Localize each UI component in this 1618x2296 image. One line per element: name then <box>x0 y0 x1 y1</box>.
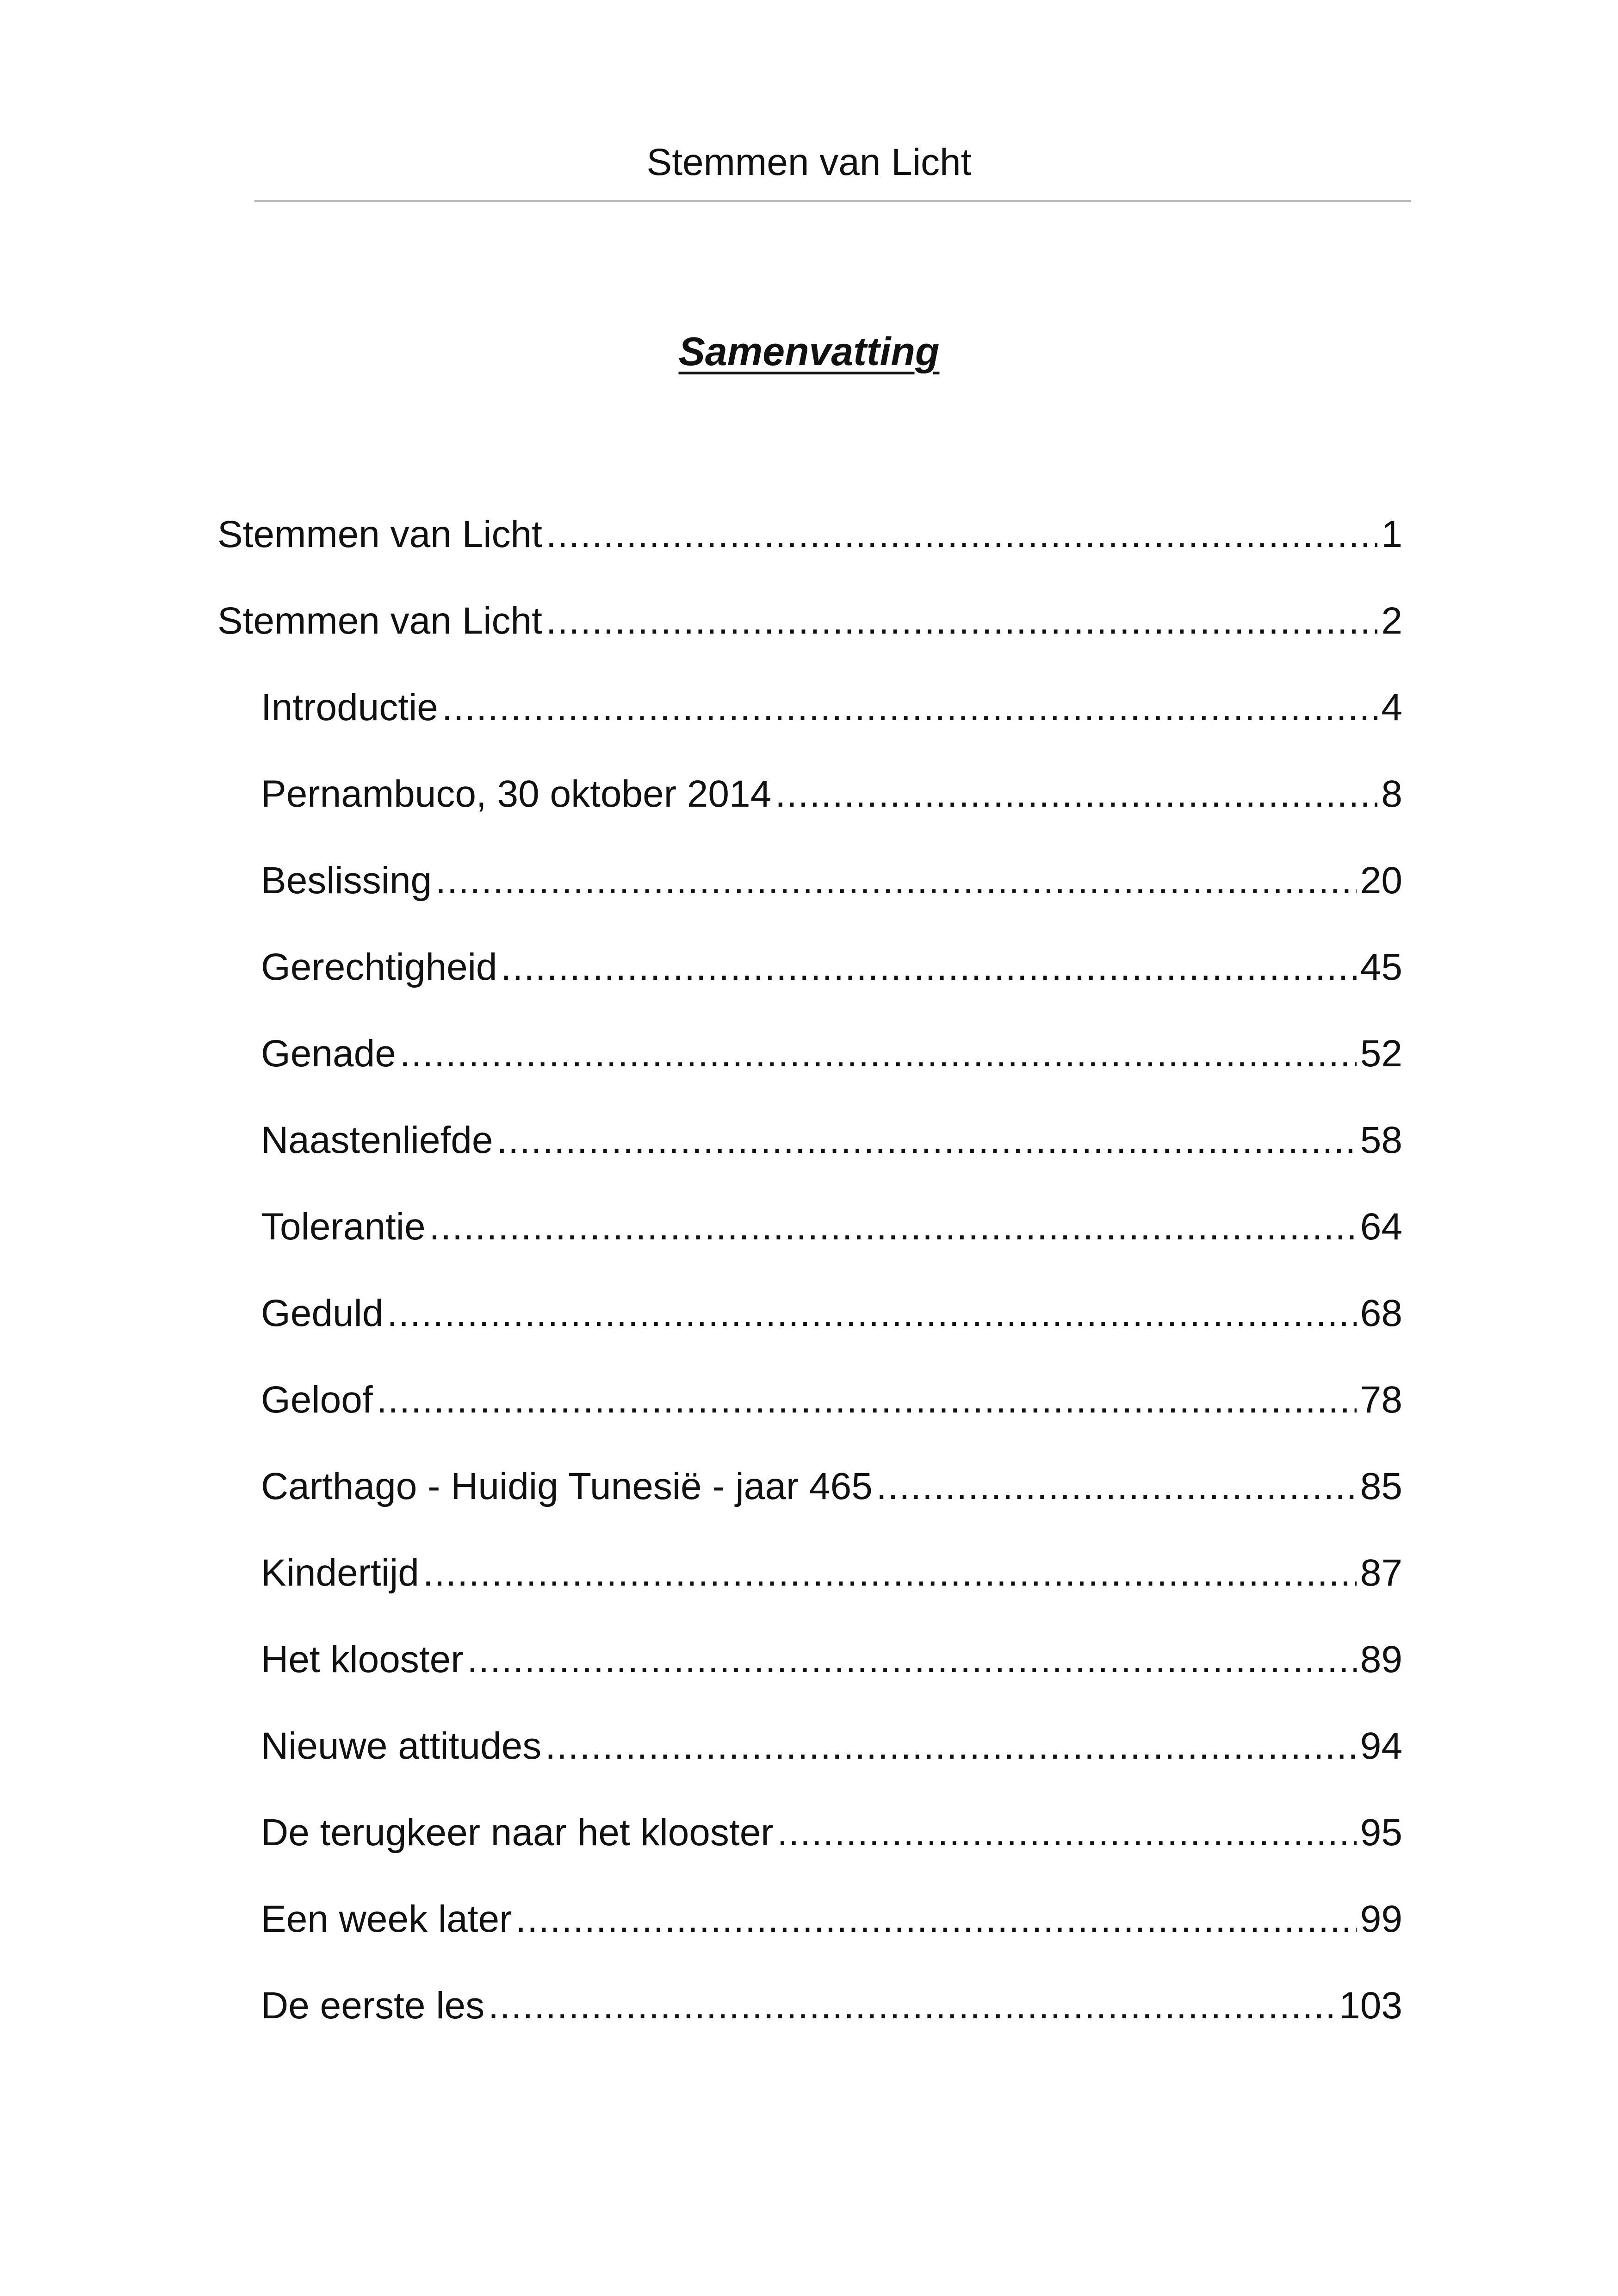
running-header: Stemmen van Licht <box>646 141 972 183</box>
toc-entry-page-number: 20 <box>1360 859 1402 902</box>
toc-dot-leader <box>442 680 1377 735</box>
toc-entry[interactable] <box>261 1026 1402 1082</box>
toc-entry-label: Carthago - Huidig Tunesië - jaar 465 <box>261 1465 873 1507</box>
toc-entry[interactable] <box>261 1718 1402 1774</box>
toc-entry[interactable] <box>261 1545 1402 1601</box>
toc-entry[interactable] <box>261 1632 1402 1687</box>
toc-entry-page-number: 58 <box>1360 1119 1402 1161</box>
toc-entry-page-number: 45 <box>1360 946 1402 988</box>
toc-dot-leader <box>377 1372 1357 1428</box>
toc-entry-label: Kindertijd <box>261 1552 419 1594</box>
toc-entry-label: Nieuwe attitudes <box>261 1725 542 1767</box>
toc-entry-label: Geloof <box>261 1379 373 1421</box>
toc-dot-leader <box>429 1199 1357 1255</box>
toc-entry-label: Stemmen van Licht <box>217 513 542 555</box>
toc-entry-page-number: 78 <box>1360 1379 1402 1421</box>
toc-entry-page-number: 8 <box>1381 773 1402 815</box>
toc-entry-page-number: 99 <box>1360 1898 1402 1940</box>
toc-entry-label: Stemmen van Licht <box>217 600 542 642</box>
toc-entry-label: Naastenliefde <box>261 1119 493 1161</box>
toc-entry[interactable] <box>261 680 1402 735</box>
toc-entry-page-number: 94 <box>1360 1725 1402 1767</box>
toc-entry-page-number: 1 <box>1381 513 1402 555</box>
toc-entry-page-number: 85 <box>1360 1465 1402 1507</box>
toc-dot-leader <box>545 1718 1357 1774</box>
toc-entry-label: De eerste les <box>261 1985 485 2027</box>
toc-dot-leader <box>876 1459 1357 1514</box>
toc-dot-leader <box>387 1286 1356 1341</box>
toc-entry-page-number: 64 <box>1360 1206 1402 1248</box>
toc-entry-page-number: 89 <box>1360 1638 1402 1680</box>
toc-entry[interactable] <box>217 593 1402 649</box>
toc-entry-label: Gerechtigheid <box>261 946 497 988</box>
toc-entry[interactable] <box>261 1978 1402 2034</box>
toc-entry-label: Het klooster <box>261 1638 464 1680</box>
toc-entry[interactable] <box>261 1113 1402 1168</box>
toc-entry-label: De terugkeer naar het klooster <box>261 1811 774 1854</box>
toc-entry-page-number: 95 <box>1360 1811 1402 1854</box>
toc-title: Samenvatting <box>678 330 940 374</box>
toc-entry-label: Genade <box>261 1033 396 1075</box>
toc-entry[interactable] <box>261 940 1402 995</box>
toc-entry-page-number: 2 <box>1381 600 1402 642</box>
toc-entry[interactable] <box>261 1199 1402 1255</box>
toc-entry-label: Geduld <box>261 1292 384 1334</box>
toc-dot-leader <box>501 940 1357 995</box>
toc-entry-page-number: 52 <box>1360 1033 1402 1075</box>
toc-entry-label: Pernambuco, 30 oktober 2014 <box>261 773 772 815</box>
toc-entry[interactable] <box>261 766 1402 822</box>
toc-entry-page-number: 68 <box>1360 1292 1402 1334</box>
toc-dot-leader <box>546 593 1378 649</box>
toc-entry[interactable] <box>261 1892 1402 1947</box>
toc-entry[interactable] <box>261 853 1402 908</box>
toc-entry[interactable] <box>261 1372 1402 1428</box>
toc-dot-leader <box>496 1113 1356 1168</box>
toc-dot-leader <box>400 1026 1357 1082</box>
toc-entry-label: Introductie <box>261 686 438 728</box>
toc-dot-leader <box>488 1978 1335 2034</box>
toc-entry[interactable] <box>261 1286 1402 1341</box>
toc-entry-label: Een week later <box>261 1898 512 1940</box>
toc-entry[interactable] <box>261 1805 1402 1860</box>
toc-dot-leader <box>435 853 1357 908</box>
toc-dot-leader <box>546 507 1378 562</box>
toc-entry[interactable] <box>217 507 1402 562</box>
toc-dot-leader <box>423 1545 1357 1601</box>
toc-entry-page-number: 103 <box>1339 1985 1402 2027</box>
toc-entry-label: Beslissing <box>261 859 432 902</box>
toc-dot-leader <box>777 1805 1357 1860</box>
toc-entry-page-number: 4 <box>1381 686 1402 728</box>
toc-entry[interactable] <box>261 1459 1402 1514</box>
toc-dot-leader <box>775 766 1377 822</box>
toc-dot-leader <box>515 1892 1356 1947</box>
toc-entry-label: Tolerantie <box>261 1206 426 1248</box>
toc-entry-page-number: 87 <box>1360 1552 1402 1594</box>
header-divider <box>254 200 1411 202</box>
toc-dot-leader <box>467 1632 1357 1687</box>
